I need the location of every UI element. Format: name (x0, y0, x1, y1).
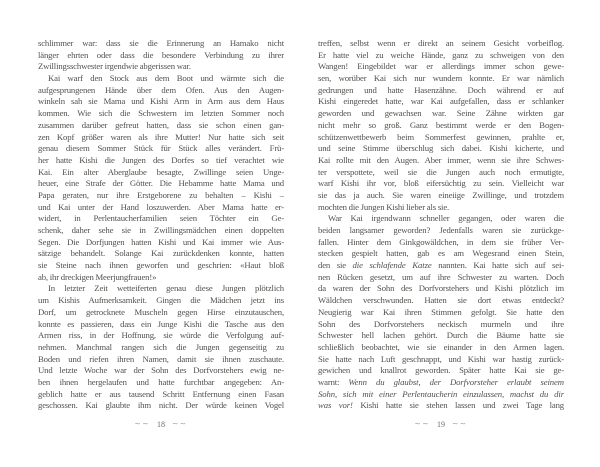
text-line (318, 400, 564, 412)
body-text: schließlich beobachtet, wie sie einander in den Armen lagen. (318, 341, 564, 352)
text-line (38, 213, 284, 225)
text-line (38, 167, 284, 179)
text-line (38, 248, 284, 260)
page-number: 19 (437, 420, 445, 429)
italic-text: die schlafende Katze (352, 260, 432, 271)
body-text: winkeln sah sie Mama und Kishi Arm in Arm aus dem Haus (38, 96, 284, 107)
page-text (318, 38, 564, 412)
text-line (318, 202, 564, 214)
body-text: Kishi eingeredet hatte, war Kai aufgefallen, dass er schlanker (318, 96, 564, 107)
body-text: Wangen! Eingebildet war er allerdings immer schon gewe- (318, 61, 564, 72)
wave-ornament: ∼∼ (414, 419, 430, 429)
text-line (38, 50, 284, 62)
body-text: beiden langsamer geworden? Jedenfalls waren sie zurückge- (318, 225, 564, 235)
text-line (318, 272, 564, 284)
text-line (38, 143, 284, 155)
body-text: um Kishis Aufmerksamkeit. Gingen die Mädchen jetzt ins (38, 295, 284, 306)
text-line (38, 73, 284, 85)
body-text: geworden und gewachsen war. Seine Zähne wirkten gar (318, 108, 564, 119)
text-line (38, 190, 284, 202)
body-text: ab, ihr dreckigen Meerjungfrauen!» (38, 271, 157, 282)
body-text: sen, worüber Kai sich nur wundern konnte. Er war nämlich (318, 73, 564, 84)
text-line (318, 354, 564, 366)
text-line (38, 96, 284, 108)
body-text: warf Kishi ihr vor, bloß eifersüchtig zu sein. Vielleicht war (318, 178, 564, 189)
text-line (318, 38, 564, 50)
text-line (38, 377, 284, 389)
body-text: und Kai unter der Hand loszuwerden. Aber Mama hatte er- (38, 201, 284, 212)
text-line (318, 96, 564, 108)
body-text: Wäldchen verschwunden. Hatten sie dort etwas entdeckt? (318, 295, 564, 306)
body-text: Schwester hell lachen gehört. Durch die Bäume hatte sie (318, 330, 564, 341)
body-text: nen Rücken gesetzt, um auf ihre Schwester zu warten. Doch (318, 271, 564, 282)
text-line (38, 132, 284, 144)
text-line (318, 283, 564, 295)
body-text: Sie hatte nach Luft geschnappt, und Kishi war hastig zurück- (318, 353, 564, 364)
body-text: nannten. Kai hatte sich auf sei- (431, 260, 564, 271)
text-line (38, 354, 284, 366)
body-text: nicht mehr so groß. Ganz bestimmt werde er den Bogen- (318, 119, 564, 130)
text-line (318, 330, 564, 342)
body-text: War Kai irgendwann schneller gegangen, oder waren die (328, 213, 564, 224)
text-line (38, 155, 284, 167)
text-line (318, 155, 564, 167)
text-line (38, 389, 284, 401)
body-text: Und letzte Woche war der Sohn des Dorfvorstehers ewig ne- (38, 365, 284, 376)
text-line (38, 342, 284, 354)
text-line (318, 73, 564, 85)
body-text: Er hatte viel zu weiche Hände, ganz zu schweigen von den (318, 49, 564, 60)
body-text: sie Steine nach ihnen geworfen und geschrien: «Haut bloß (38, 260, 284, 271)
wave-ornament: ∼∼ (452, 419, 468, 429)
body-text: stecken gespielt hatten, gab es am Wegesrand einen Stein, (318, 248, 564, 259)
text-line (318, 307, 564, 319)
italic-text: Wenn du glaubst, der Dorfvorsteher erlaubt seinem (348, 376, 564, 387)
text-line (318, 190, 564, 202)
page-footer (38, 421, 284, 429)
text-line (318, 365, 564, 377)
text-line (38, 330, 284, 342)
body-text: schlimmer war: dass sie die Erinnerung an Hamako nicht (38, 38, 284, 48)
page-footer (318, 421, 564, 429)
text-line (318, 50, 564, 62)
body-text: ter verspottete, weil sie die Jungen auch noch ermutigte, (318, 166, 564, 177)
body-text: und seine Stimme überschlug sich dabei. Kishi kicherte, und (318, 143, 564, 154)
text-line (318, 120, 564, 132)
body-text: konnte es passieren, dass ein Junge Kishi die Tasche aus den (38, 318, 284, 329)
italic-text: was vor! (318, 400, 353, 411)
text-line (318, 319, 564, 331)
text-line (38, 307, 284, 319)
body-text: widert, in Perlentaucherfamilien seien Töchter ein Ge- (38, 213, 284, 224)
body-text: In letzter Zeit wetteiferten genau diese Jungen plötzlich (48, 283, 284, 294)
text-line (318, 178, 564, 190)
text-line (38, 272, 284, 284)
body-text: nehmen. Manchmal rangen sich die Jungen gegenseitig zu (38, 341, 284, 352)
body-text: sie das ja auch. Sie waren eineiige Zwillinge, und trotzdem (318, 189, 564, 200)
text-line (318, 167, 564, 179)
text-line (38, 283, 284, 295)
body-text: Kishi hatte sie stehen lassen und zwei Tage lang (352, 400, 564, 411)
wave-ornament: ∼∼ (134, 419, 150, 429)
body-text: schützenwettbewerb beim Sommerfest gewinnen, prahlte er, (318, 131, 564, 142)
text-line (38, 38, 284, 50)
body-text: fallen. Hinter dem Ginkgowäldchen, in dem sie früher Ver- (318, 236, 564, 247)
body-text: kommen. Wie sich die Schwestern im letzten Sommer noch (38, 108, 284, 119)
body-text: Dorf, um getrocknete Muscheln gegen Hirse einzutauschen, (38, 306, 284, 317)
body-text: Kai. Ein alter Aberglaube besagte, Zwillinge seien Unge- (38, 166, 284, 177)
text-line (38, 108, 284, 120)
italic-text: Sohn, sich mit einer Perlentaucherin einzulassen, machst du dir (318, 388, 564, 399)
body-text: Kai rollte mit den Augen. Aber immer, wenn sie ihre Schwes- (318, 154, 564, 165)
text-line (318, 213, 564, 225)
body-text: genau diesem Sommer Stück für Stück alles verändert. Frü- (38, 143, 284, 154)
body-text: heuer, eine Strafe der Götter. Die Hebamme hatte Mama und (38, 178, 284, 189)
text-line (38, 237, 284, 249)
text-line (318, 143, 564, 155)
body-text: gewichen und knallrot geworden. Später hatte Kai sie ge- (318, 365, 564, 376)
text-line (318, 108, 564, 120)
text-line (318, 295, 564, 307)
body-text: Sohn des Dorfvorstehers neckisch murmeln und ihre (318, 318, 564, 329)
text-line (38, 295, 284, 307)
text-line (38, 85, 284, 97)
page-text (38, 38, 284, 412)
body-text: Segen. Die Dorfjungen hatten Kishi und Kai immer wie Aus- (38, 236, 284, 247)
text-line (38, 319, 284, 331)
text-line (318, 61, 564, 73)
page-left (38, 38, 284, 429)
body-text: geschossen. Kai glaubte ihm nicht. Der würde keinen Vogel (38, 400, 284, 411)
body-text: geblich hatte er aus tausend Schritt Entfernung einen Fasan (38, 388, 284, 399)
body-text: her hatte Kishi die Jungen des Dorfes so tief verachtet wie (38, 154, 284, 165)
text-line (38, 365, 284, 377)
body-text: Kai warf den Stock aus dem Boot und wärmte sich die (48, 73, 284, 84)
body-text: gedrungen und hatte Hasenzähne. Doch während er auf (318, 84, 564, 95)
text-line (318, 389, 564, 401)
body-text: da waren der Sohn des Dorfvorstehers und Kishi plötzlich im (318, 283, 564, 294)
body-text: Armen riss, in der Hoffnung, sie würde die Verfolgung auf- (38, 330, 284, 341)
page-right (318, 38, 564, 429)
text-line (318, 342, 564, 354)
text-line (318, 248, 564, 260)
body-text: mochten die Jungen Kishi lieber als sie. (318, 201, 450, 212)
text-line (318, 260, 564, 272)
body-text: Papa geraten, nur ihre Erstgeborene zu behalten – Kishi – (38, 189, 284, 200)
text-line (318, 225, 564, 237)
text-line (38, 61, 284, 73)
body-text: warnt: (318, 376, 349, 387)
body-text: Zwillingsschwester irgendwie abgerissen war. (38, 61, 191, 72)
body-text: länger ehrten oder dass die besondere Verbindung zu ihrer (38, 49, 284, 60)
text-line (318, 377, 564, 389)
page-number: 18 (157, 420, 165, 429)
wave-ornament: ∼∼ (172, 419, 188, 429)
body-text: aufgesprungenen Hände über dem Ofen. Aus den Augen- (38, 84, 284, 95)
body-text: schenk, daher sehe sie in Zwillingsmädchen einen doppelten (38, 225, 284, 235)
text-line (318, 85, 564, 97)
body-text: zen Kopf größer waren als ihre Mutter! Nur hatte sich seit (38, 131, 284, 142)
text-line (318, 132, 564, 144)
body-text: den sie (318, 260, 353, 271)
body-text: ben ihnen hergelaufen und hatte furchtbar angegeben: An- (38, 376, 284, 387)
text-line (38, 178, 284, 190)
text-line (38, 225, 284, 237)
body-text: Boden und riefen ihren Namen, damit sie ihnen zuschaute. (38, 353, 284, 364)
body-text: treffen, selbst wenn er direkt an seinem Gesicht vorbeiflog. (318, 38, 564, 48)
text-line (38, 260, 284, 272)
text-line (38, 400, 284, 412)
body-text: zusammen darüber gefreut hatten, dass sie schon einen gan- (38, 119, 284, 130)
text-line (38, 202, 284, 214)
text-line (38, 120, 284, 132)
body-text: sätzige behandelt. Solange Kai zurückdenken konnte, hatten (38, 248, 284, 259)
text-line (318, 237, 564, 249)
body-text: Neugierig war Kai ihren Stimmen gefolgt. Sie hatte den (318, 306, 564, 317)
